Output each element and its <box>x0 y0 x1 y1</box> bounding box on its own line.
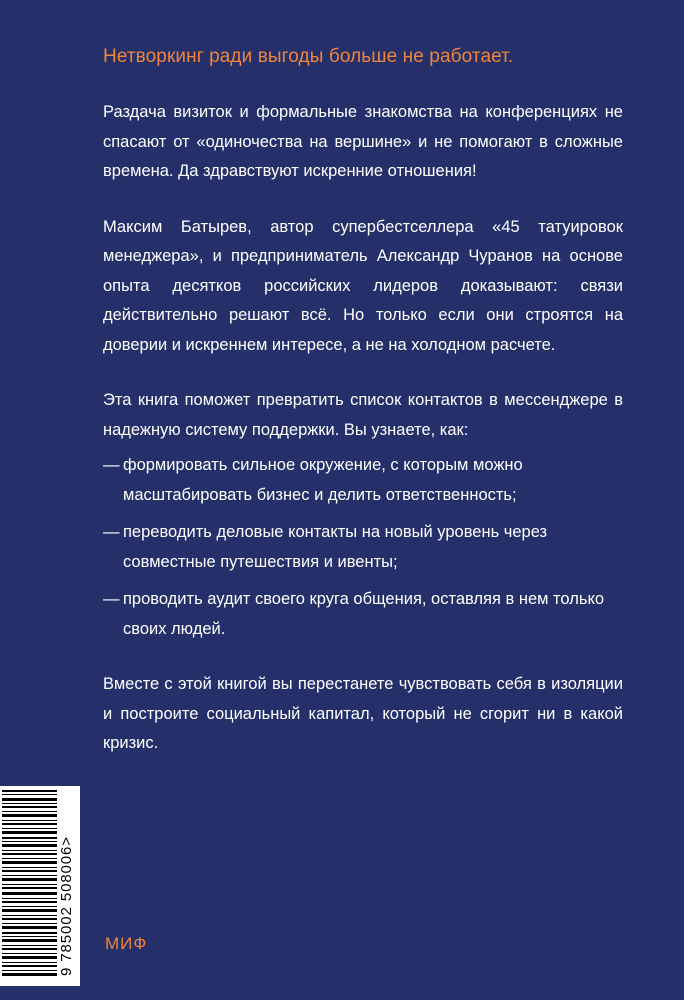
dash-marker: — <box>103 523 120 541</box>
list-item-text: переводить деловые контакты на новый уровень через совместные путешествия и ивенты; <box>123 523 548 571</box>
isbn-digits: 9 785002 508006> <box>58 836 75 976</box>
paragraph-intro: Раздача визиток и формальные знакомства на конференциях не спасают от «одиночества на вершине» и не помогают в сложные времена. Да здравствуют искренние отношения! <box>103 103 623 180</box>
list-item-text: проводить аудит своего круга общения, оставляя в нем только своих людей. <box>123 590 605 638</box>
list-item <box>103 451 623 510</box>
barcode <box>0 786 80 986</box>
list-item <box>103 585 623 644</box>
paragraph-benefits: Эта книга поможет превратить список контактов в мессенджере в надежную систему поддержки. Вы узнаете, как: <box>103 391 623 439</box>
publisher-logo: МИФ <box>105 934 148 953</box>
list-item-text: формировать сильное окружение, с которым можно масштабировать бизнес и делить ответственность; <box>123 456 523 504</box>
benefit-list <box>103 451 623 644</box>
paragraph-authors: Максим Батырев, автор супербестселлера «45 татуировок менеджера», и предприниматель Александр Чуранов на основе опыта десятков российских лидеров доказывают: связи действительно решают всё. Но только если они строятся на доверии и искреннем интересе, а не на холодном расчете. <box>103 217 623 354</box>
dash-marker: — <box>103 456 120 474</box>
list-item <box>103 518 623 577</box>
dash-marker: — <box>103 590 120 608</box>
cover-text <box>103 42 623 785</box>
paragraph-closing: Вместе с этой книгой вы перестанете чувствовать себя в изоляции и построите социальный капитал, который не сгорит ни в какой кризис. <box>103 675 623 752</box>
headline: Нетворкинг ради выгоды больше не работает. <box>103 46 514 67</box>
